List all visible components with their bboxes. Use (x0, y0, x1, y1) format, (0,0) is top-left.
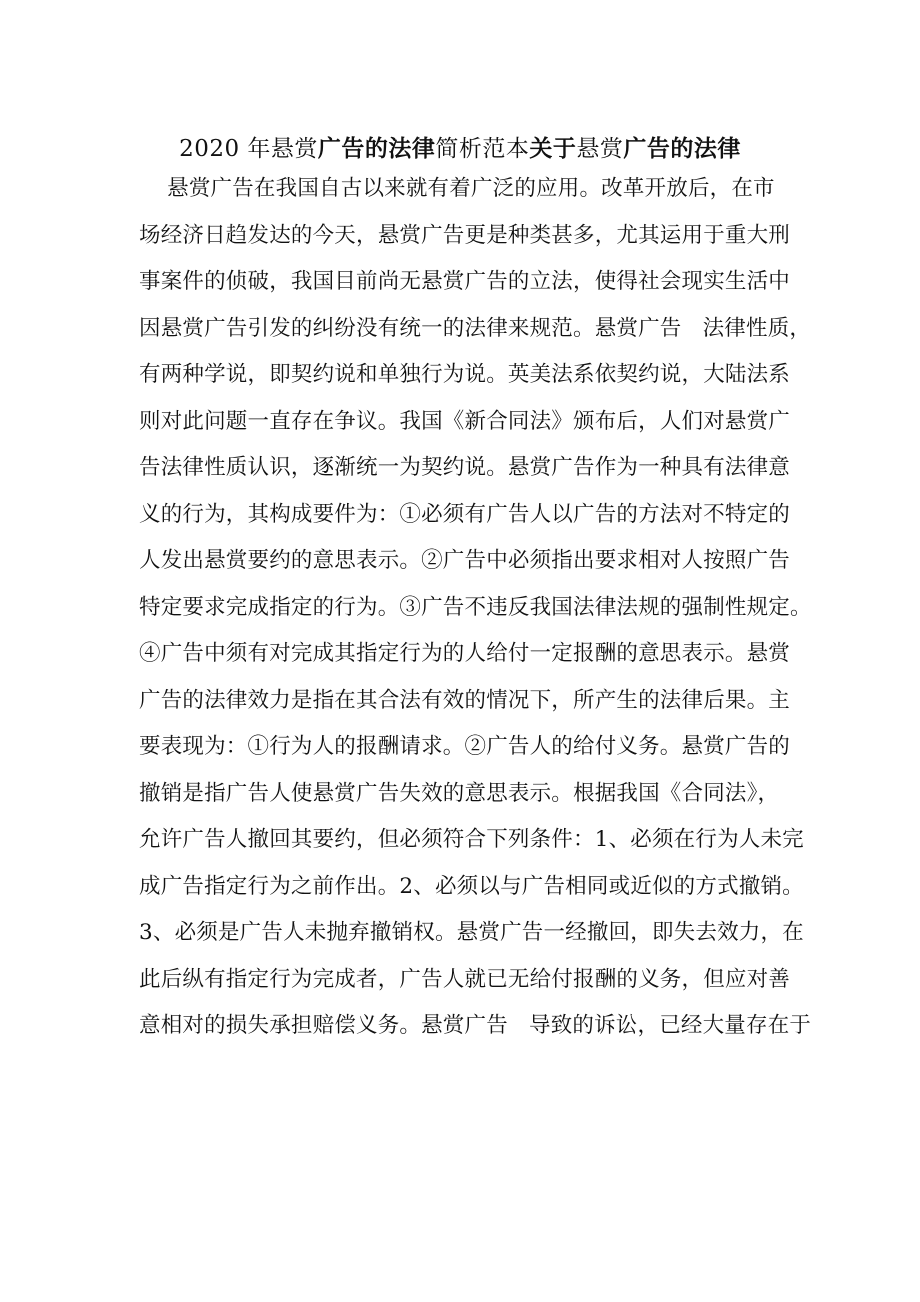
paragraph-line: 告法律性质认识，逐渐统一为契约说。悬赏广告作为一种具有法律意 (139, 455, 791, 480)
paragraph-line: 则对此问题一直存在争议。我国《新合同法》颁布后，人们对悬赏广 (139, 408, 791, 434)
title-part-3: 简析范本 (435, 136, 530, 163)
paragraph-line: 事案件的侦破，我国目前尚无悬赏广告的立法，使得社会现实生活中 (139, 269, 791, 294)
paragraph-line: ④广告中须有对完成其指定行为的人给付一定报酬的意思表示。悬赏 (139, 641, 791, 666)
title-part-5: 悬赏 (576, 136, 624, 163)
title-part-1: 2020 年悬赏 (179, 136, 318, 163)
paragraph-line: 场经济日趋发达的今天，悬赏广告更是种类甚多，尤其运用于重大刑 (139, 222, 791, 248)
paragraph-line: 有两种学说，即契约说和单独行为说。英美法系依契约说，大陆法系 (139, 362, 791, 387)
title-part-2: 广告的法律 (317, 135, 436, 163)
paragraph-line: 3、必须是广告人未抛弃撤销权。悬赏广告一经撤回，即失去效力，在 (139, 920, 804, 945)
paragraph-line: 允许广告人撤回其要约，但必须符合下列条件：1、必须在行为人未完 (139, 827, 804, 852)
document-body-paragraph (139, 166, 812, 1050)
paragraph-line: 义的行为，其构成要件为：①必须有广告人以广告的方法对不特定的 (139, 501, 791, 527)
paragraph-line: 要表现为：①行为人的报酬请求。②广告人的给付义务。悬赏广告的 (139, 734, 791, 759)
paragraph-line: 成广告指定行为之前作出。2、必须以与广告相同或近似的方式撤销。 (139, 873, 804, 899)
title-part-4: 关于 (529, 135, 577, 163)
document-title (0, 131, 920, 167)
paragraph-line: 广告的法律效力是指在其合法有效的情况下，所产生的法律后果。主 (139, 687, 791, 713)
paragraph-line: 撤销是指广告人使悬赏广告失效的意思表示。根据我国《合同法》， (139, 780, 780, 806)
paragraph-line: 人发出悬赏要约的意思表示。②广告中必须指出要求相对人按照广告 (139, 548, 791, 573)
paragraph-line: 意相对的损失承担赔偿义务。悬赏广告 导致的诉讼，已经大量存在于 (139, 1013, 812, 1038)
paragraph-line: 此后纵有指定行为完成者，广告人就已无给付报酬的义务，但应对善 (139, 966, 791, 992)
paragraph-line: 悬赏广告在我国自古以来就有着广泛的应用。改革开放后，在市 (139, 176, 775, 201)
title-part-6: 广告的法律 (623, 135, 741, 163)
paragraph-line: 特定要求完成指定的行为。③广告不违反我国法律法规的强制性规定。 (139, 594, 812, 620)
paragraph-line: 因悬赏广告引发的纠纷没有统一的法律来规范。悬赏广告 法律性质， (139, 315, 812, 341)
